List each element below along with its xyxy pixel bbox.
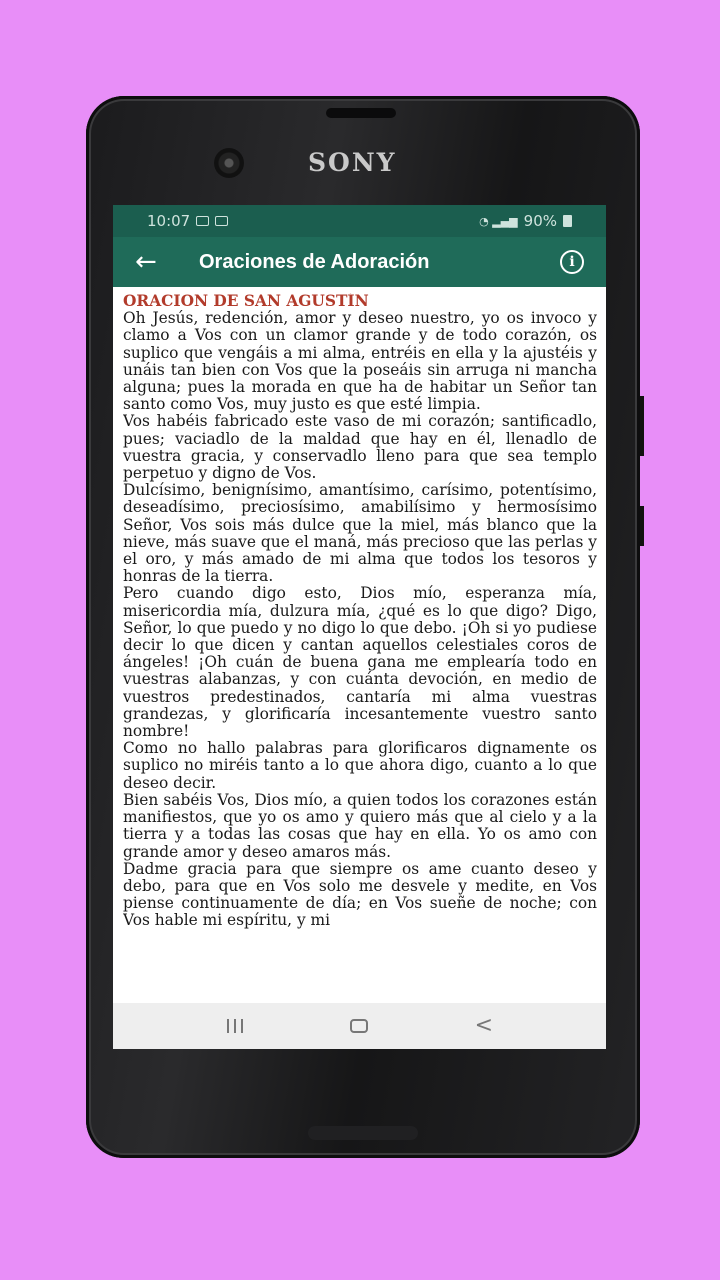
- prayer-title: ORACIÓN DE SAN AGUSTÍN: [123, 293, 369, 310]
- info-icon[interactable]: i: [560, 250, 584, 274]
- home-icon: [350, 1019, 368, 1033]
- prayer-paragraph: Oh Jesús, redención, amor y deseo nuestro, yo os invoco y clamo a Vos con un clamor grande y de todo corazón, os suplico que vengáis a mi alma, entréis en ella y la ajustéis y unáis tan bien con Vos que la poseáis sin arruga ni mancha alguna; pues la morada en que ha de habitar un Señor tan santo como Vos, muy justo es que esté limpia.: [123, 309, 597, 414]
- device-brand-logo: SONY: [308, 148, 397, 177]
- image-notification-icon: [196, 216, 209, 226]
- arrow-back-icon[interactable]: ←: [135, 247, 157, 277]
- prayer-paragraph: Pero cuando digo esto, Dios mío, esperanza mía, misericordia mía, dulzura mía, ¿qué es lo que digo? Digo, Señor, lo que puedo y no digo lo que debo. ¡Oh si yo pudiese decir lo que dicen y cantan aquellos celestiales coros de ángeles! ¡Oh cuán de buena gana me emplearía todo en vuestras alabanzas, y con cuánta devoción, en medio de vuestros predestinados, cantaría mi alma vuestras grandezas, y glorificaría incesantemente vuestro santo nombre!: [123, 584, 597, 741]
- status-time: 10:07: [147, 212, 191, 230]
- wifi-signal-icon: ◔ ▂▄▆: [479, 214, 518, 228]
- battery-percent: 90%: [523, 212, 557, 230]
- recents-button[interactable]: [215, 1011, 255, 1041]
- gallery-notification-icon: [215, 216, 228, 226]
- nav-back-button[interactable]: [464, 1011, 504, 1041]
- front-camera: [214, 148, 244, 178]
- chin-mark: [308, 1126, 418, 1140]
- home-button[interactable]: [339, 1011, 379, 1041]
- recents-icon: [227, 1019, 243, 1033]
- battery-icon: [563, 215, 572, 227]
- volume-button: [640, 396, 644, 456]
- earpiece-speaker: [326, 108, 396, 118]
- prayer-paragraph: Bien sabéis Vos, Dios mío, a quien todos los corazones están manifiestos, que yo os amo y quiero más que al cielo y a la tierra y a todas las cosas que hay en ella. Yo os amo con grande amor y deseo amaros más.: [123, 790, 597, 861]
- app-bar: [113, 237, 606, 287]
- prayer-paragraph: Dadme gracia para que siempre os ame cuanto deseo y debo, para que en Vos solo me desvele y medite, en Vos piense continuamente de día; en Vos sueñe de noche; con Vos hable mi espíritu, y mi: [123, 859, 597, 930]
- prayer-paragraph: Vos habéis fabricado este vaso de mi corazón; santificadlo, pues; vaciadlo de la maldad que hay en él, llenadlo de vuestra gracia, y conservadlo lleno para que sea templo perpetuo y digno de Vos.: [123, 412, 597, 483]
- status-bar: [113, 205, 606, 237]
- nav-back-icon: <: [474, 1013, 494, 1038]
- app-screen: [113, 205, 606, 1049]
- page-title: Oraciones de Adoración: [199, 250, 430, 273]
- prayer-paragraph: Dulcísimo, benignísimo, amantísimo, carísimo, potentísimo, deseadísimo, preciosísimo, amabilísimo y hermosísimo Señor, Vos sois más dulce que la miel, más blanco que la nieve, más suave que el maná, más precioso que las perlas y el oro, y más amado de mi alma que todos los tesoros y honras de la tierra.: [123, 481, 597, 586]
- prayer-content[interactable]: [123, 293, 597, 1005]
- prayer-paragraph: Como no hallo palabras para glorificaros dignamente os suplico no miréis tanto a lo que ahora digo, cuanto a lo que deseo decir.: [123, 739, 597, 792]
- power-button: [640, 506, 644, 546]
- system-nav-bar: [113, 1003, 606, 1049]
